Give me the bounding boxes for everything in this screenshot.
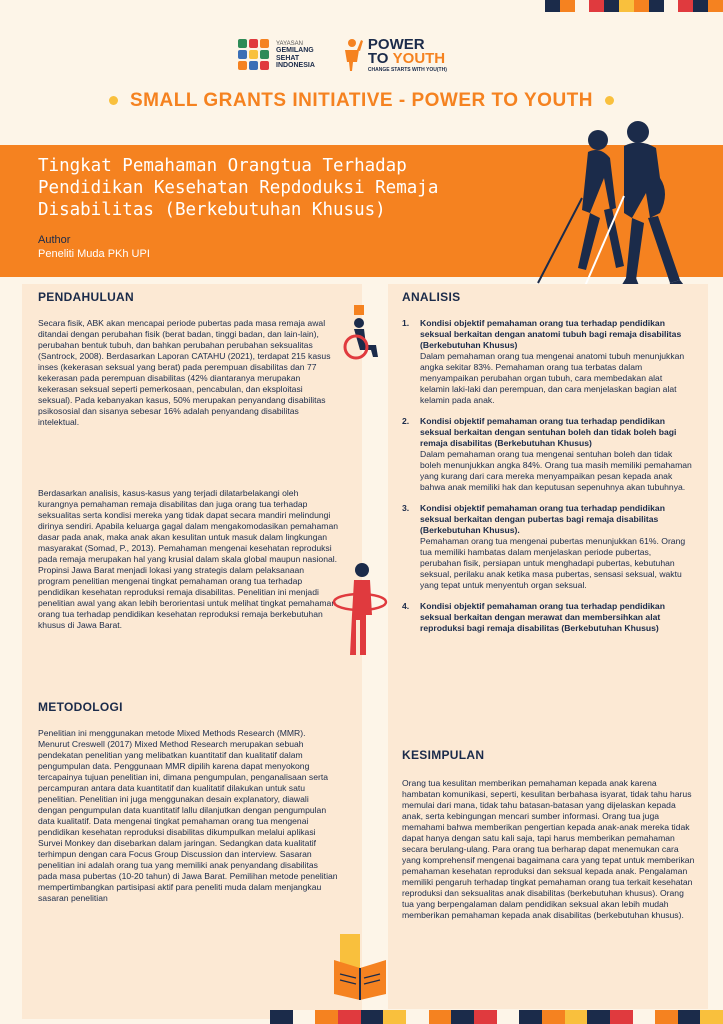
analisis-list [402,318,694,644]
poster-title: Tingkat Pemahaman Orangtua Terhadap Pendidikan Kesehatan Repdoduksi Remaja Disabilitas (Berkebutuhan Khusus) [38,156,439,220]
dot-left-icon [109,96,118,105]
analisis-item [402,416,694,493]
analisis-item [402,601,694,634]
analisis-item-title: Kondisi objektif pemahaman orang tua terhadap pendidikan seksual berkaitan dengan sentuhan boleh dan tidak boleh bagi remaja disabilitas (Berkebutuhan Khusus) [420,416,677,448]
logo-b-line1: POWER [367,36,425,53]
analisis-item-title: Kondisi objektif pemahaman orang tua terhadap pendidikan seksual berkaitan dengan pubertas bagi remaja disabilitas (Berkebutuhan Khusus). [420,503,665,535]
walkers-illustration [520,118,720,303]
decorative-strip-top [545,0,723,12]
power-to-youth-logo [341,38,447,73]
author-value: Peneliti Muda PKh UPI [38,248,150,260]
analisis-item-text: Dalam pemahaman orang tua mengenai sentuhan boleh dan tidak boleh menunjukkan angka 84%. Orang tua masih memiliki pemahaman yang kurang dari cara mereka menyampaikan pesan kepada anak bahwa anak memiliki hak dan keputusan sepenuhnya akan tubuhnya. [420,449,692,492]
analisis-item [402,318,694,406]
kesimpulan-heading: KESIMPULAN [402,748,485,762]
analisis-item-number: 1. [402,318,410,328]
program-title: SMALL GRANTS INITIATIVE - POWER TO YOUTH [130,90,593,111]
dot-right-icon [605,96,614,105]
program-title-row [0,90,723,112]
analisis-heading: ANALISIS [402,290,461,304]
logo-b-tagline: CHANGE STARTS WITH YOU(TH) [367,66,447,73]
ygsi-mark-icon [238,39,270,71]
logo-a-line4: INDONESIA [276,62,315,70]
analisis-item-text: Pemahaman orang tua mengenai pubertas menunjukkan 61%. Orang tua memiliki hambatas dalam menjelaskan periode pubertas, perubahan fisik, persiapan untuk menghadapi pubertas, kebutuhan seksual, perilaku anak ketika masa pubertas, sensasi seksual, waktu yang tepat untuk menyentuh organ seksual. [420,536,686,590]
analisis-item-number: 2. [402,416,410,426]
logo-b-youth: YOUTH [392,50,446,68]
yayasan-logo [238,39,315,71]
pendahuluan-paragraph-2: Berdasarkan analisis, kasus-kasus yang terjadi dilatarbelakangi oleh kurangnya pemahaman remaja disabilitas dan juga orang tua terhadap seksualitas serta kondisi mereka yang tidak dapat secara mandiri melindungi dirinya sendiri. Apabila keluarga gagal dalam mengakomodasikan pemahaman dasar pada anak, maka anak akan kesulitan untuk masuk dalam lingkungan masyarakat (Somad, P., 2013). Pemahaman mengenai kesehatan reproduksi pada remaja merupakan hal yang krusial dalam skala global maupun nasional. Propinsi Jawa Barat menjadi lokasi yang strategis dalam pelaksanaan program penelitian mengenai tingkat pemahaman orang tua terhadap pendidikan kesehatan reproduksi remaja disabilitas. Penelitian ini menjadi penelitian awal yang akan lebih berorientasi untuk melihat tingkat pemahaman orang tua terhadap pendidikan kesehatan reproduksi remaja berkebutuhan khusus di Jawa Barat. [38,488,339,630]
pendahuluan-heading: PENDAHULUAN [38,290,134,304]
metodologi-paragraph: Penelitian ini menggunakan metode Mixed Methods Research (MMR). Menurut Creswell (2017) Mixed Method Research merupakan sebuah pendekatan penelitian yang melibatkan kuantitatif dan kualitatif dalam pengumpulan data. Penggunaan MMR dipilih karena dapat menyokong tercapainya tujuan penelitian ini, dimana pengumpulan, penganalisaan serta percampuran antara data kuantitatif dan kualitatif dilakukan untuk satu penelitian. Penelitian ini juga menggunakan desain explanatory, diawali dengan pengumpulan data kuantitatif lallu dilanjutkan dengan pengumpulan data kualitatif. Data mengenai tingkat pemahaman orang tua mengenai pendidikan kesehatan reproduksi disabilitas dikumpulkan melalui aplikasi Survei Monkey dan disebarkan dalam jaringan. Sedangkan data kualitatif terhimpun dengan cara Focus Group Discussion dan interview. Sasaran penelitian ini adalah orang tua yang memiliki anak penyandang disabilitas pada masa pubertas (10-20 tahun) di Jawa Barat. Pemilihan metode penelitian mempertimbangkan partisipasi aktif para peneliti muda dalam menjangkau sasaran penelitian [38,728,338,903]
wheelchair-icon [340,305,384,365]
logo-a-line1: YAYASAN [276,41,304,48]
analisis-item-text: Dalam pemahaman orang tua mengenai anatomi tubuh menunjukkan angka sekitar 83%. Pemahaman orang tua terbatas dalam menyampaikan perubahan organ tubuh, cara membedakan alat kelamin laki-laki dan perempuan, dan cara menjelaskan bagian alat kelamin pada anak. [420,351,685,405]
pendahuluan-paragraph-1: Secara fisik, ABK akan mencapai periode pubertas pada masa remaja awal ditandai dengan perubahan fisik (berat badan, tinggi badan, dan lain-lain), perubahan bentuk tubuh, dan bahkan perubahan perubahan seksualitas (Santrock, 2008). Berdasarkan Laporan CATAHU (2021), terdapat 215 kasus inses (kekerasan seksual yang berat) pada perempuan disabilitas dan 77 kekerasan pada perempuan disabilitas (42% diantaranya merupakan kekerasan seksual seperti pemerkosaan, pencabulan, dan eksploitasi seksual). Pada kebanyakan kasus, 50% merupakan penyandang disabilitas psikososial dan sisanya sebesar 16% adalah penyandang disabilitas intelektual. [38,318,331,427]
kesimpulan-paragraph: Orang tua kesulitan memberikan pemahaman kepada anak karena hambatan komunikasi, seperti, kesulitan berbahasa isyarat, tidak tahu harus memulai dari mana, tidak tahu batasan-batasan yang dijelaskan kepada anak, serta kebingungan mencari sumber informasi. Orang tua juga memahami bahwa memberikan pengertian kepada anak-anak mereka tidak dapat hanya dengan satu kali saja, tapi harus memberikan pemahaman secara berulang-ulang. Para orang tua berharap dapat menemukan cara yang komprehensif mengenai bagaimana cara yang tepat untuk memberikan pemahaman kesehatan reproduksi dan seksual kepada anak. Pengalaman memiliki pengaruh terhadap tingkat pemahaman orang tua terkait kesehatan reproduksi dan seksualitas anak disabilitas (berkebutuhan khusus). Orang tua yang berpengalaman dalam pendidikan seksual akan lebih mudah memberikan pemahaman kepada anak disabilitas (berkebutuhan khusus). [402,778,695,920]
analisis-item-number: 4. [402,601,410,611]
analisis-item-title: Kondisi objektif pemahaman orang tua terhadap pendidikan seksual berkaitan dengan anatomi tubuh bagi remaja disabilitas (Berkebutuhan Khusus) [420,318,682,350]
decorative-strip-bottom [270,1010,723,1024]
header-logos [238,38,447,73]
analisis-item [402,503,694,591]
metodologi-heading: METODOLOGI [38,700,123,714]
analisis-item-title: Kondisi objektif pemahaman orang tua terhadap pendidikan seksual berkaitan dengan merawat dan membersihkan alat reproduksi bagi remaja disabilitas (Berkebutuhan Khusus) [420,601,665,633]
logo-a-line3: SEHAT [276,54,300,62]
open-book-icon [330,930,390,1000]
author-label: Author [38,234,71,246]
raised-fist-figure-icon [341,38,363,72]
logo-b-to: TO [367,50,389,68]
logo-a-line2: GEMILANG [276,47,314,55]
hula-hoop-icon [330,560,390,660]
analisis-item-number: 3. [402,503,410,513]
